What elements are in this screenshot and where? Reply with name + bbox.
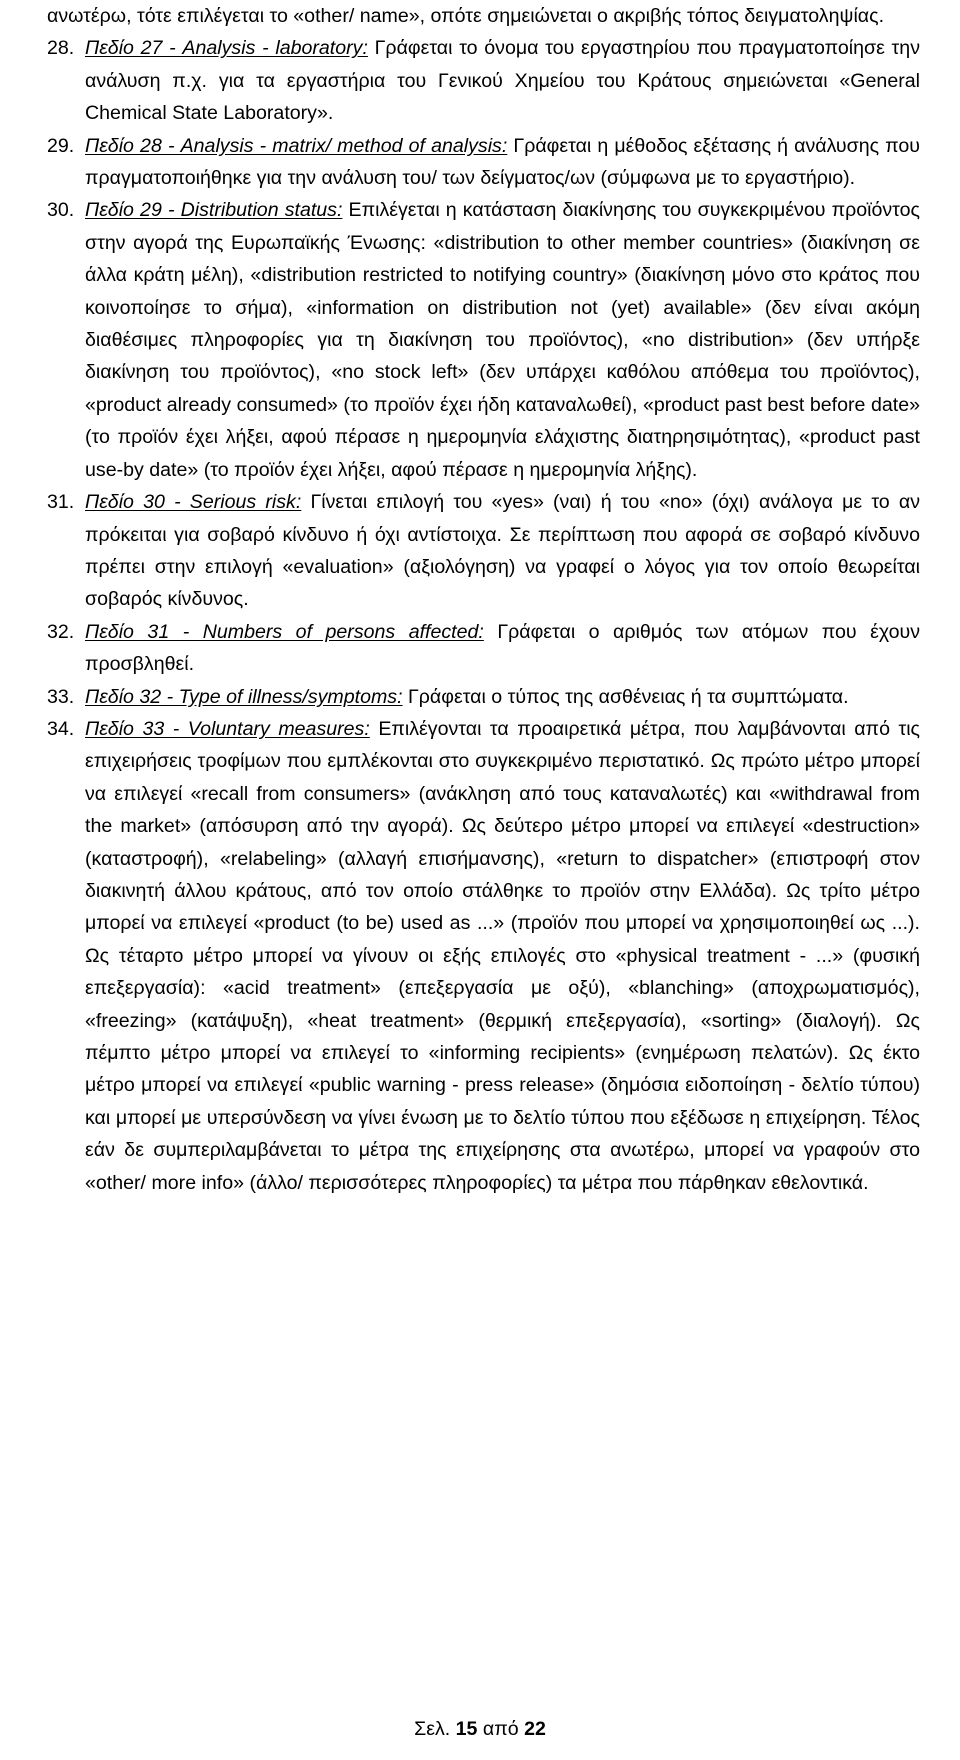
item-text: Επιλέγεται η κατάσταση διακίνησης του συγκεκριμένου προϊόντος στην αγορά της Ευρωπαϊκής Ένωσης: «distribution to other member countries» (διακίνηση σε άλλα κράτη μέλη), «distribution restricted to notifying country» (διακίνηση μόνο στο κράτος που κοινοποίησε το σήμα), «information on distribution not (yet) available» (δεν είναι ακόμη διαθέσιμες πληροφορίες για τη διακίνηση του προϊόντος), «no distribution» (δεν υπήρξε διακίνηση του προϊόντος), «no stock left» (δεν υπάρχει καθόλου απόθεμα του προϊόντος), «product already consumed» (το προϊόν έχει ήδη καταναλωθεί), «product past best before date» (το προϊόν έχει λήξει, αφού πέρασε η ημερομηνία ελάχιστης διατηρησιμότητας), «product past use-by date» (το προϊόν έχει λήξει, αφού πέρασε η ημερομηνία λήξης). (85, 199, 920, 481)
item-body (85, 486, 920, 616)
opening-paragraph: ανωτέρω, τότε επιλέγεται το «other/ name», οπότε σημειώνεται ο ακριβής τόπος δειγματοληψίας. (47, 5, 885, 27)
item-body (85, 713, 920, 1199)
item-text: Γράφεται το όνομα του εργαστηρίου που πραγματοποίησε την ανάλυση π.χ. για τα εργαστήρια του Γενικού Χημείου του Κράτους σημειώνεται «General Chemical State Laboratory». (85, 37, 920, 125)
list-item-33 (47, 681, 920, 713)
total-pages-number: 22 (524, 1718, 546, 1740)
item-text: Επιλέγονται τα προαιρετικά μέτρα, που λαμβάνονται από τις επιχειρήσεις τροφίμων που εμπλέκονται στο συγκεκριμένο περιστατικό. Ως πρώτο μέτρο μπορεί να επιλεγεί «recall from consumers» (ανάκληση από τους καταναλωτές) και «withdrawal from the market» (απόσυρση από την αγορά). Ως δεύτερο μέτρο μπορεί να επιλεγεί «destruction» (καταστροφή), «relabeling» (αλλαγή επισήμανσης), «return to dispatcher» (επιστροφή στον διακινητή άλλου κράτους, από τον οποίο στάλθηκε το προϊόν στην Ελλάδα). Ως τρίτο μέτρο μπορεί να επιλεγεί «product (to be) used as ...» (προϊόν που μπορεί να χρησιμοποιηθεί ως ...). Ως τέταρτο μέτρο μπορεί να γίνουν οι εξής επιλογές στο «physical treatment - ...» (φυσική επεξεργασία): «acid treatment» (επεξεργασία με οξύ), «blanching» (αποχρωματισμός), «freezing» (κατάψυξη), «heat treatment» (θερμική επεξεργασία), «sorting» (διαλογή). Ως πέμπτο μέτρο μπορεί να επιλεγεί το «informing recipients» (ενημέρωση πελατών). Ως έκτο μέτρο μπορεί να επιλεγεί «public warning - press release» (δημόσια ειδοποίηση - δελτίο τύπου) και μπορεί με υπερσύνδεση να γίνει ένωση με το δελτίο τύπου που εξέδωσε η επιχείρηση. Τέλος εάν δε συμπεριλαμβάνεται το μέτρα της επιχείρησης στα ανωτέρω, μπορεί να γραφούν στο «other/ more info» (άλλο/ περισσότερες πληροφορίες) τα μέτρα που πάρθηκαν εθελοντικά. (85, 717, 921, 1194)
field-label: Πεδίο 28 - Analysis - matrix/ method of analysis: (85, 134, 508, 157)
list-item-30 (47, 194, 920, 486)
field-label: Πεδίο 32 - Type of illness/symptoms: (85, 685, 403, 708)
field-label: Πεδίο 31 - Numbers of persons affected: (85, 620, 484, 643)
page-separator: από (482, 1718, 519, 1740)
document-body (47, 0, 920, 1199)
item-number: 30. (47, 199, 75, 222)
current-page-number: 15 (455, 1718, 478, 1740)
list-item-29 (47, 130, 920, 195)
item-body (85, 681, 920, 713)
item-text: Γράφεται ο αριθμός των ατόμων που έχουν προσβληθεί. (85, 620, 920, 676)
list-item-31 (47, 486, 920, 616)
item-number: 34. (47, 717, 75, 740)
list-item-28 (47, 32, 920, 129)
item-number: 32. (47, 620, 75, 643)
field-label: Πεδίο 30 - Serious risk: (85, 491, 302, 514)
item-text: Γράφεται ο τύπος της ασθένειας ή τα συμπτώματα. (402, 685, 849, 708)
field-label: Πεδίο 33 - Voluntary measures: (85, 717, 370, 740)
field-label: Πεδίο 29 - Distribution status: (85, 199, 343, 222)
page-prefix: Σελ. (414, 1718, 451, 1740)
item-number: 31. (47, 491, 75, 514)
item-body (85, 616, 920, 681)
page-footer (0, 1717, 960, 1741)
item-body (85, 130, 920, 195)
item-body (85, 194, 920, 486)
item-text: Γίνεται επιλογή του «yes» (ναι) ή του «no» (όχι) ανάλογα με το αν πρόκειται για σοβαρό κίνδυνο ή όχι αντίστοιχα. Σε περίπτωση που αφορά σε σοβαρό κίνδυνο πρέπει στην επιλογή «evaluation» (αξιολόγηση) να γραφεί ο λόγος για τον οποίο θεωρείται σοβαρός κίνδυνος. (85, 491, 920, 611)
list-item-34 (47, 713, 920, 1199)
item-number: 28. (47, 37, 75, 60)
item-number: 29. (47, 134, 75, 157)
item-body (85, 32, 920, 129)
field-label: Πεδίο 27 - Analysis - laboratory: (85, 37, 368, 60)
item-text: Γράφεται η μέθοδος εξέτασης ή ανάλυσης που πραγματοποιήθηκε για την ανάλυση του/ των δείγματος/ων (σύμφωνα με το εργαστήριο). (85, 134, 921, 190)
item-number: 33. (47, 685, 75, 708)
list-item-32 (47, 616, 920, 681)
